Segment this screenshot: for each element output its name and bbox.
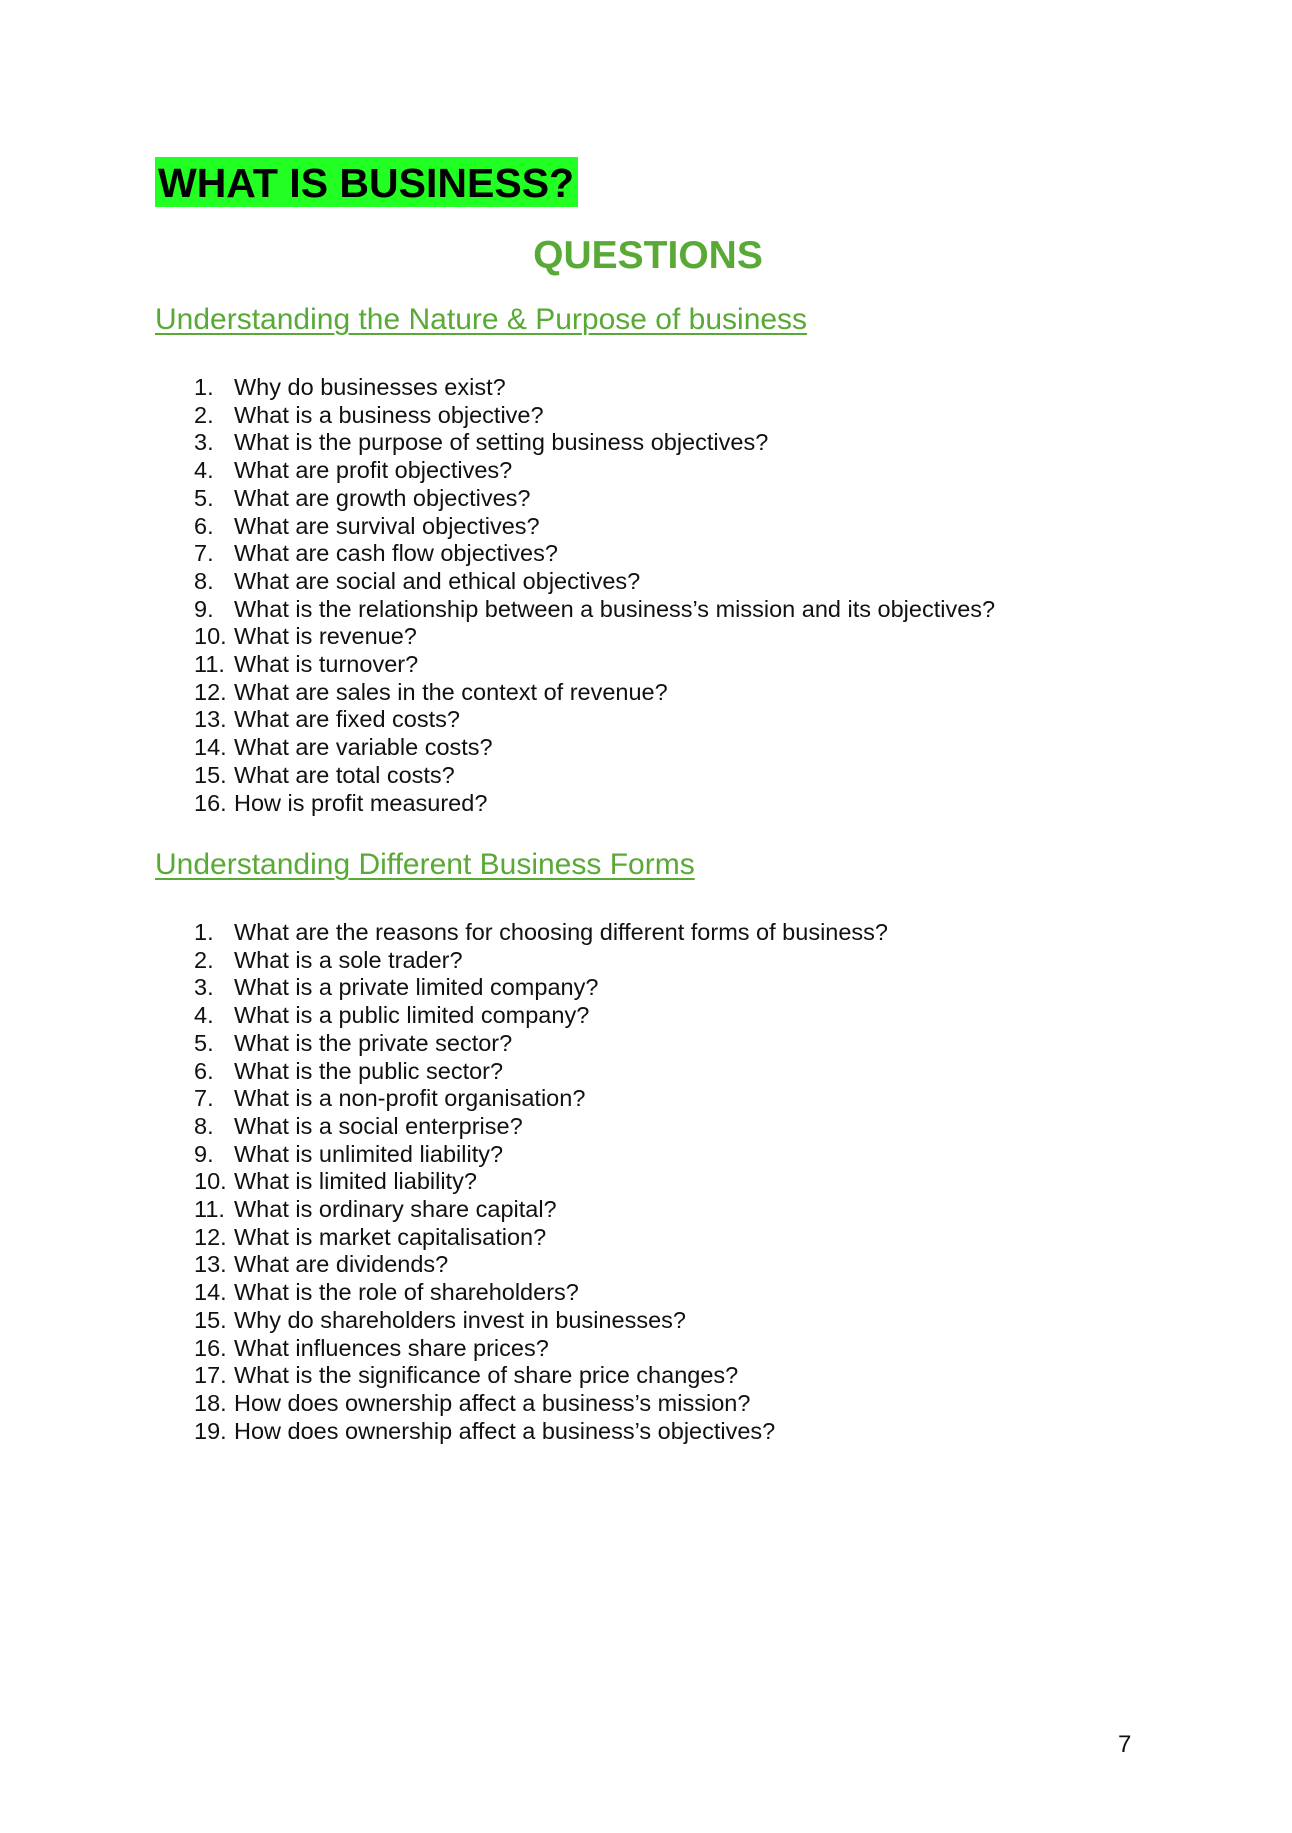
question-number: 6. bbox=[194, 1057, 214, 1084]
question-item bbox=[194, 734, 995, 762]
question-number: 8. bbox=[194, 1112, 214, 1139]
question-item bbox=[194, 1390, 888, 1418]
question-text: What is turnover? bbox=[234, 651, 419, 678]
question-number: 2. bbox=[194, 946, 214, 973]
question-text: What is limited liability? bbox=[234, 1168, 477, 1195]
question-item bbox=[194, 974, 888, 1002]
question-number: 13. bbox=[194, 1251, 227, 1278]
question-text: Why do shareholders invest in businesses? bbox=[234, 1306, 686, 1333]
question-item bbox=[194, 1168, 888, 1196]
question-text: What are variable costs? bbox=[234, 734, 493, 761]
question-number: 11. bbox=[194, 1196, 225, 1223]
question-text: What are fixed costs? bbox=[234, 706, 460, 733]
question-text: Why do businesses exist? bbox=[234, 374, 506, 400]
question-number: 9. bbox=[194, 1140, 214, 1167]
question-number: 6. bbox=[194, 512, 214, 539]
question-number: 5. bbox=[194, 484, 214, 511]
question-item bbox=[194, 374, 995, 402]
question-item bbox=[194, 679, 995, 707]
question-number: 10. bbox=[194, 623, 227, 650]
question-text: How does ownership affect a business’s mission? bbox=[234, 1389, 751, 1416]
question-item bbox=[194, 457, 995, 485]
question-number: 12. bbox=[194, 678, 227, 705]
question-text: What is market capitalisation? bbox=[234, 1223, 547, 1250]
question-item bbox=[194, 651, 995, 679]
question-number: 4. bbox=[194, 457, 214, 484]
question-item bbox=[194, 1113, 888, 1141]
question-item bbox=[194, 513, 995, 541]
question-item bbox=[194, 540, 995, 568]
question-text: What are dividends? bbox=[234, 1251, 449, 1278]
question-number: 5. bbox=[194, 1029, 214, 1056]
question-text: What is the role of shareholders? bbox=[234, 1279, 579, 1306]
question-text: What is the public sector? bbox=[234, 1057, 504, 1084]
question-item bbox=[194, 947, 888, 975]
questions-subtitle-text: QUESTIONS bbox=[533, 234, 763, 277]
question-number: 16. bbox=[194, 1334, 227, 1361]
questions-subtitle bbox=[0, 232, 1292, 280]
question-item bbox=[194, 1279, 888, 1307]
question-item bbox=[194, 1030, 888, 1058]
question-item bbox=[194, 568, 995, 596]
question-text: What is a private limited company? bbox=[234, 974, 599, 1001]
question-text: What is a social enterprise? bbox=[234, 1112, 523, 1139]
question-item bbox=[194, 790, 995, 818]
question-number: 19. bbox=[194, 1417, 227, 1444]
question-text: What are the reasons for choosing different forms of business? bbox=[234, 919, 888, 945]
question-text: What are social and ethical objectives? bbox=[234, 567, 641, 594]
question-number: 7. bbox=[194, 540, 214, 567]
question-item bbox=[194, 1085, 888, 1113]
question-item bbox=[194, 623, 995, 651]
question-item bbox=[194, 1335, 888, 1363]
question-number: 15. bbox=[194, 1306, 227, 1333]
question-item bbox=[194, 1002, 888, 1030]
question-number: 14. bbox=[194, 734, 227, 761]
question-number: 12. bbox=[194, 1223, 227, 1250]
question-item bbox=[194, 1251, 888, 1279]
question-item bbox=[194, 1141, 888, 1169]
question-item bbox=[194, 1418, 888, 1446]
question-number: 1. bbox=[194, 919, 214, 945]
question-text: What is the purpose of setting business objectives? bbox=[234, 429, 769, 456]
question-item bbox=[194, 919, 888, 947]
page-number: 7 bbox=[1118, 1731, 1132, 1758]
question-text: How does ownership affect a business’s objectives? bbox=[234, 1417, 776, 1444]
question-number: 3. bbox=[194, 974, 214, 1001]
question-item bbox=[194, 762, 995, 790]
question-item bbox=[194, 1362, 888, 1390]
question-text: What is the private sector? bbox=[234, 1029, 513, 1056]
question-number: 15. bbox=[194, 761, 227, 788]
question-item bbox=[194, 485, 995, 513]
question-list-business-forms bbox=[194, 919, 888, 1445]
question-text: What is unlimited liability? bbox=[234, 1140, 504, 1167]
question-item bbox=[194, 402, 995, 430]
question-text: What is a business objective? bbox=[234, 401, 544, 428]
question-text: What is a non-profit organisation? bbox=[234, 1085, 586, 1112]
question-text: How is profit measured? bbox=[234, 789, 488, 816]
question-text: What are cash flow objectives? bbox=[234, 540, 558, 567]
question-number: 14. bbox=[194, 1279, 227, 1306]
question-text: What are sales in the context of revenue? bbox=[234, 678, 668, 705]
page-title: WHAT IS BUSINESS? bbox=[155, 157, 578, 207]
question-text: What influences share prices? bbox=[234, 1334, 549, 1361]
question-number: 8. bbox=[194, 567, 214, 594]
question-number: 9. bbox=[194, 595, 214, 622]
question-text: What are survival objectives? bbox=[234, 512, 540, 539]
question-number: 11. bbox=[194, 651, 225, 678]
question-number: 3. bbox=[194, 429, 214, 456]
question-number: 10. bbox=[194, 1168, 227, 1195]
question-item bbox=[194, 706, 995, 734]
question-number: 17. bbox=[194, 1362, 227, 1389]
question-number: 18. bbox=[194, 1389, 227, 1416]
question-item bbox=[194, 1307, 888, 1335]
question-text: What are profit objectives? bbox=[234, 457, 513, 484]
question-list-nature-purpose bbox=[194, 374, 995, 817]
question-text: What is the significance of share price changes? bbox=[234, 1362, 739, 1389]
question-text: What are total costs? bbox=[234, 761, 455, 788]
question-text: What are growth objectives? bbox=[234, 484, 531, 511]
question-text: What is revenue? bbox=[234, 623, 417, 650]
question-item bbox=[194, 1196, 888, 1224]
question-number: 16. bbox=[194, 789, 227, 816]
question-number: 4. bbox=[194, 1002, 214, 1029]
question-item bbox=[194, 596, 995, 624]
question-item bbox=[194, 1058, 888, 1086]
question-text: What is the relationship between a business’s mission and its objectives? bbox=[234, 595, 996, 622]
question-text: What is ordinary share capital? bbox=[234, 1196, 557, 1223]
question-text: What is a public limited company? bbox=[234, 1002, 590, 1029]
section-heading-nature-purpose: Understanding the Nature & Purpose of business bbox=[155, 303, 808, 336]
question-number: 13. bbox=[194, 706, 227, 733]
question-text: What is a sole trader? bbox=[234, 946, 463, 973]
section-heading-business-forms: Understanding Different Business Forms bbox=[155, 848, 695, 881]
question-number: 1. bbox=[194, 374, 214, 400]
question-number: 7. bbox=[194, 1085, 214, 1112]
question-item bbox=[194, 429, 995, 457]
question-number: 2. bbox=[194, 401, 214, 428]
question-item bbox=[194, 1224, 888, 1252]
